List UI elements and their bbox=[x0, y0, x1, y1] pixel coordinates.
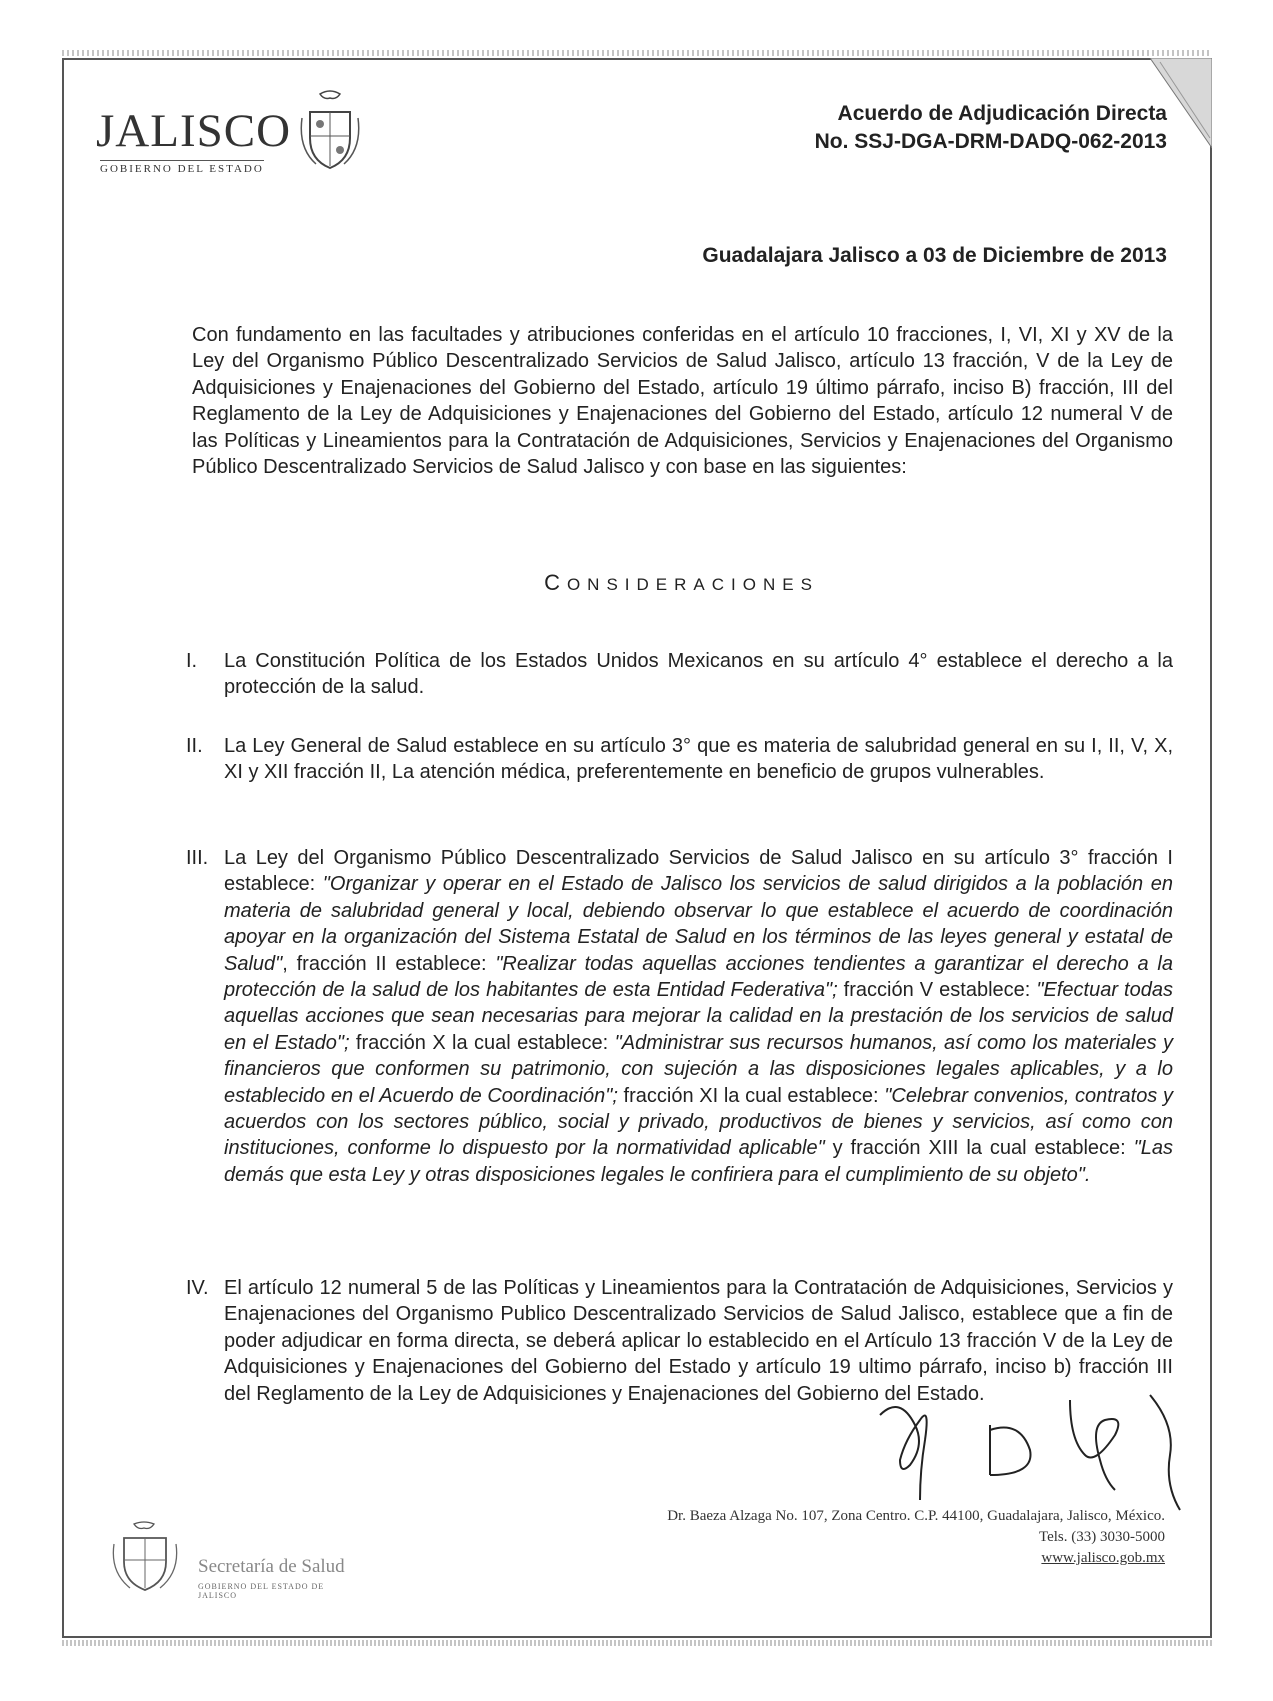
item-text: La Ley General de Salud establece en su artículo 3° que es materia de salubridad general en su I, II, V, X, XI y XII fracción II, La atención médica, preferentemente en beneficio de grupos vulnerables. bbox=[224, 735, 1173, 784]
footer-coat-of-arms-icon bbox=[106, 1520, 184, 1600]
document-title bbox=[815, 100, 1167, 156]
footer-logo bbox=[106, 1520, 366, 1600]
logo-subtitle: GOBIERNO DEL ESTADO bbox=[100, 160, 264, 175]
intro-paragraph: Con fundamento en las facultades y atribuciones conferidas en el artículo 10 fracciones, I, VI, XI y XV de la Ley del Organismo Público Descentralizado Servicios de Salud Jalisco, artículo 13 fracción, V de la Ley de Adquisiciones y Enajenaciones del Gobierno del Estado, artículo 19 último párrafo, inciso B) fracción, III del Reglamento de la Ley de Adquisiciones y Enajenaciones del Gobierno del Estado, artículo 12 numeral V de las Políticas y Lineamientos para la Contratación de Adquisiciones, Servicios y Enajenaciones del Organismo Público Descentralizado Servicios de Salud Jalisco y con base en las siguientes: bbox=[192, 324, 1173, 479]
item-text: La Constitución Política de los Estados Unidos Mexicanos en su artículo 4° establece el derecho a la protección de la salud. bbox=[224, 650, 1173, 699]
quote-run: "Efectuar todas aquellas acciones que sean necesarias para mejorar la calidad en la prestación de los servicios de salud en el Estado"; bbox=[224, 979, 1173, 1054]
phone-line: Tels. (33) 3030-5000 bbox=[1038, 1529, 1165, 1545]
scan-noise-bottom bbox=[62, 1640, 1212, 1646]
quote-run: "Organizar y operar en el Estado de Jalisco los servicios de salud dirigidos a la población en materia de salubridad general y local, debiendo observar lo que establece el acuerdo de coordinación apoyar en la organización del Sistema Estatal de Salud en los términos de las leyes general y estatal de Salud" bbox=[224, 873, 1173, 975]
website-link[interactable]: www.jalisco.gob.mx bbox=[1041, 1550, 1165, 1566]
item-text bbox=[224, 845, 1173, 1188]
scan-noise-top bbox=[62, 50, 1212, 56]
item-number: III. bbox=[186, 847, 209, 869]
item-number: IV. bbox=[186, 1277, 209, 1299]
coat-of-arms-icon bbox=[296, 88, 364, 178]
quote-run: "Realizar todas aquellas acciones tendientes a garantizar el derecho a la protección de la salud de los habitantes de esta Entidad Federativa"; bbox=[224, 952, 1173, 1002]
item-number: II. bbox=[186, 735, 203, 757]
text-run: fracción V establece: bbox=[837, 979, 1037, 1002]
jalisco-logo bbox=[96, 92, 296, 182]
item-number: I. bbox=[186, 650, 198, 672]
footer-org-name: Secretaría de Salud bbox=[198, 1556, 345, 1577]
text-run: fracción X la cual establece: bbox=[349, 1031, 615, 1054]
quote-run: "Las demás que esta Ley y otras disposiciones legales le confiriera para el cumplimiento de su objeto". bbox=[224, 1137, 1173, 1186]
quote-run: "Administrar sus recursos humanos, así como los materiales y financieros que conformen su patrimonio, con sujeción a las disposiciones legales aplicables, y a lo establecido en el Acuerdo de Coordinación"; bbox=[224, 1031, 1173, 1107]
logo-name: JALISCO bbox=[96, 105, 292, 157]
footer-address bbox=[667, 1506, 1165, 1569]
text-run: fracción XI la cual establece: bbox=[617, 1084, 885, 1107]
text-run: , fracción II establece: bbox=[282, 952, 496, 975]
title-line-1: Acuerdo de Adjudicación Directa bbox=[837, 102, 1167, 125]
document-date: Guadalajara Jalisco a 03 de Diciembre de 2013 bbox=[702, 244, 1167, 267]
heading-rest: ONSIDERACIONES bbox=[566, 575, 819, 594]
address-line: Dr. Baeza Alzaga No. 107, Zona Centro. C.P. 44100, Guadalajara, Jalisco, México. bbox=[667, 1508, 1165, 1524]
section-heading bbox=[0, 570, 1273, 596]
quote-run: "Celebrar convenios, contratos y acuerdos con los sectores público, social y privado, productivos de bienes y servicios, así como con instituciones, conforme lo dispuesto por la normatividad aplicable" bbox=[224, 1084, 1173, 1160]
item-text: El artículo 12 numeral 5 de las Políticas y Lineamientos para la Contratación de Adquisiciones, Servicios y Enajenaciones del Organismo Publico Descentralizado Servicios de Salud Jalisco, establece que a fin de poder adjudicar en forma directa, se deberá aplicar lo establecido en el Artículo 13 fracción V de la Ley de Adquisiciones y Enajenaciones del Gobierno del Estado y artículo 19 ultimo párrafo, inciso b) fracción III del Reglamento de la Ley de Adquisiciones y Enajenaciones del Gobierno del Estado. bbox=[224, 1277, 1173, 1405]
list-item bbox=[186, 733, 1173, 786]
heading-initial: C bbox=[544, 570, 567, 595]
handwritten-initials bbox=[870, 1385, 1200, 1515]
text-run: y fracción XIII la cual establece: bbox=[824, 1137, 1134, 1160]
title-line-2: No. SSJ-DGA-DRM-DADQ-062-2013 bbox=[814, 130, 1167, 153]
list-item bbox=[186, 648, 1173, 701]
footer-org-subtitle: GOBIERNO DEL ESTADO DE JALISCO bbox=[198, 1582, 325, 1600]
list-item bbox=[186, 845, 1173, 1188]
text-run: La Ley del Organismo Público Descentralizado Servicios de Salud Jalisco en su artículo 3° fracción I establece: bbox=[224, 847, 1173, 896]
